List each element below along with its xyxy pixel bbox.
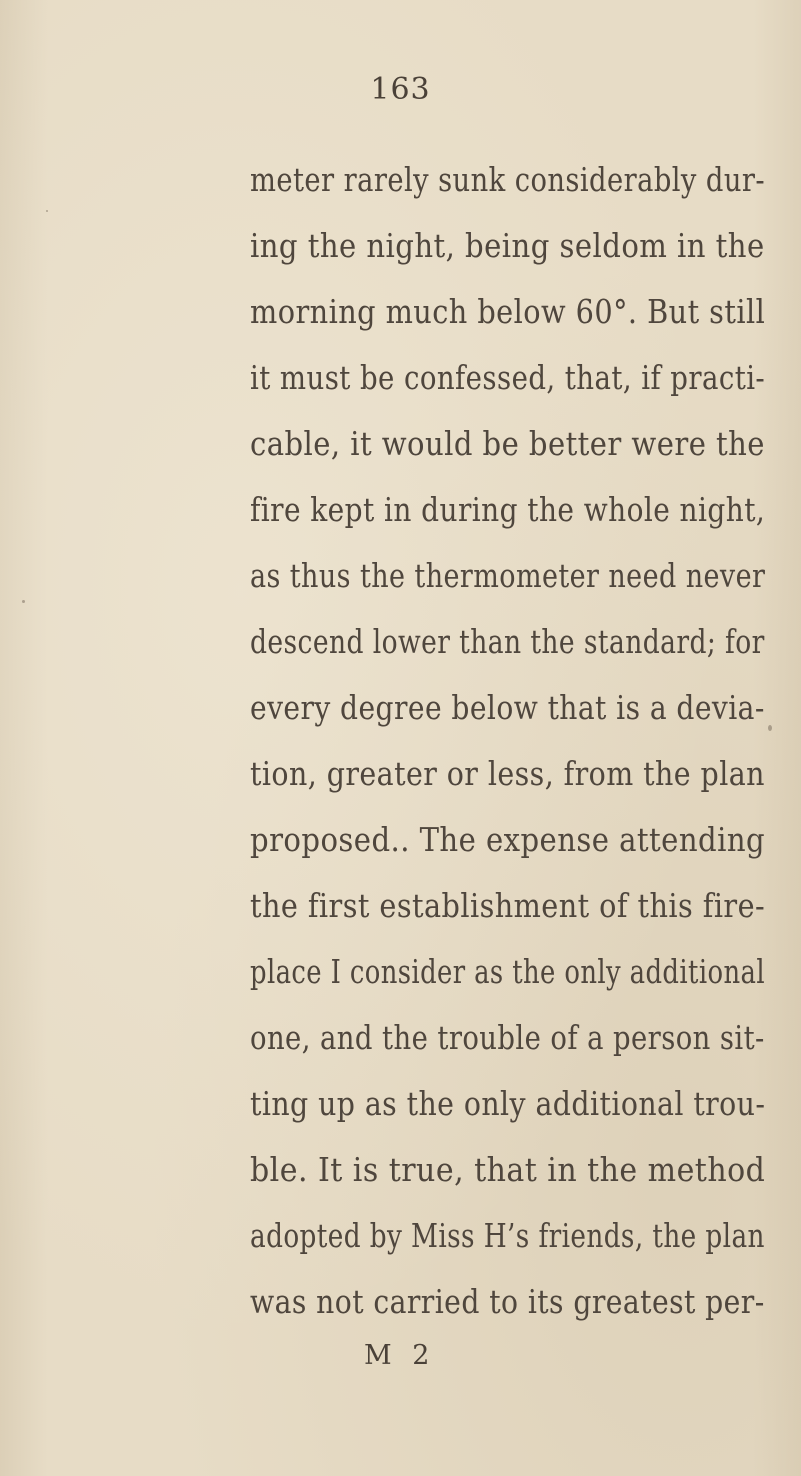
text-line: was not carried to its greatest per- (250, 1282, 765, 1321)
text-line: cable, it would be better were the (250, 424, 765, 463)
signature-mark: M 2 (364, 1340, 436, 1371)
text-line: every degree below that is a devia- (250, 688, 765, 727)
text-line: descend lower than the standard; for (250, 622, 765, 661)
paper-speck (46, 210, 48, 212)
text-line: proposed.. The expense attending (250, 820, 766, 859)
text-line: ing the night, being seldom in the (250, 226, 765, 265)
text-line: ting up as the only additional trou- (250, 1084, 766, 1123)
text-line: tion, greater or less, from the plan (250, 754, 765, 793)
text-line: as thus the thermometer need never (250, 556, 766, 595)
text-line: one, and the trouble of a person sit- (250, 1018, 765, 1057)
page-number: 163 (370, 72, 431, 107)
text-line: it must be confessed, that, if practi- (250, 358, 766, 397)
text-line: meter rarely sunk considerably dur- (250, 160, 766, 199)
text-line: the first establishment of this fire- (250, 886, 766, 925)
paper-speck (22, 600, 25, 603)
text-line: morning much below 60°. But still (250, 292, 766, 331)
text-line: fire kept in during the whole night, (250, 490, 766, 529)
text-line: ble. It is true, that in the method (250, 1150, 766, 1189)
text-line: adopted by Miss H’s friends, the plan (250, 1216, 765, 1255)
paper-speck (768, 725, 772, 731)
text-line: place I consider as the only additional (250, 952, 766, 991)
